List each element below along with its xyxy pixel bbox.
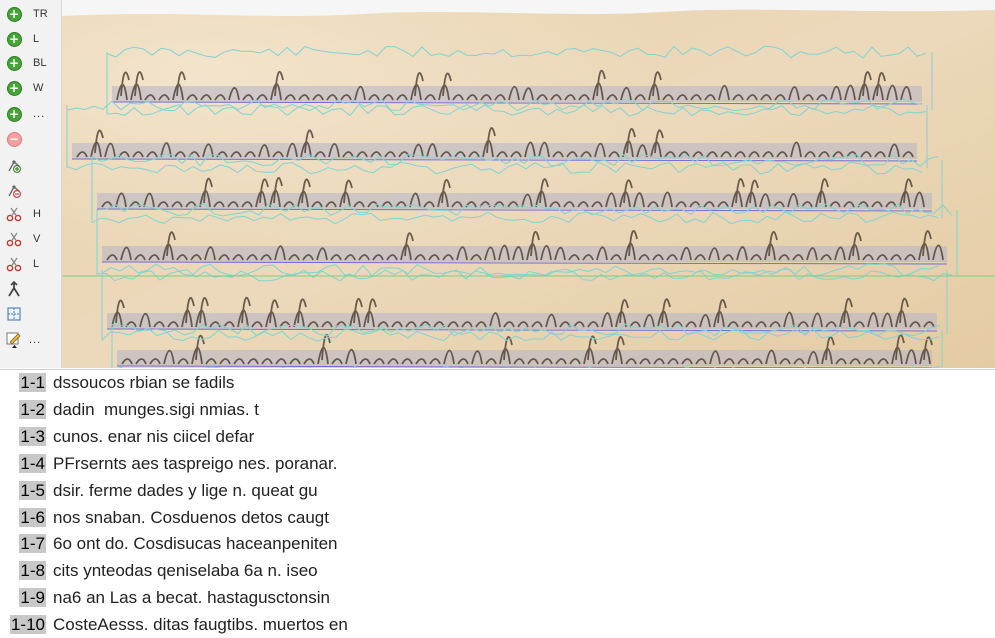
add-text-region-label: TR — [33, 8, 48, 20]
remove-icon: − — [7, 132, 22, 147]
add-icon: + — [7, 32, 22, 47]
line-number — [0, 373, 46, 393]
transcript-line[interactable] — [0, 370, 234, 396]
line-number — [0, 400, 46, 420]
remove-shape-button[interactable] — [5, 129, 23, 149]
add-line-label: L — [33, 33, 40, 45]
split-vertical-label: V — [33, 233, 41, 245]
add-baseline-label: BL — [33, 57, 47, 69]
line-number — [0, 481, 46, 501]
transcript-line[interactable] — [0, 531, 337, 557]
add-icon: + — [7, 7, 22, 22]
transcript-line[interactable] — [0, 558, 318, 584]
edit-more-label: ... — [29, 334, 42, 346]
split-vertical-button[interactable] — [5, 229, 40, 249]
line-number-label: 1-9 — [20, 588, 45, 608]
transcript-line[interactable] — [0, 451, 337, 477]
line-text[interactable]: cunos. enar nis ciicel defar — [53, 426, 255, 446]
line-number — [0, 588, 46, 608]
line-text[interactable]: cits ynteodas qeniselaba 6a n. iseo — [53, 561, 318, 581]
add-line-button[interactable] — [5, 29, 39, 49]
add-more-button[interactable] — [5, 104, 45, 124]
line-text[interactable]: dssoucos rbian se fadils — [53, 373, 235, 392]
transcript-line[interactable] — [0, 612, 348, 638]
line-number — [0, 508, 46, 528]
scissors-icon — [5, 205, 23, 223]
line-text[interactable]: 6o ont do. Cosdisucas haceanpeniten — [53, 534, 338, 554]
table-grid-icon — [5, 305, 23, 323]
line-number — [0, 561, 46, 581]
remove-point-button[interactable] — [5, 180, 23, 200]
line-number-label: 1-5 — [20, 480, 45, 500]
split-line-button[interactable] — [5, 254, 39, 274]
edit-icon — [5, 331, 23, 349]
line-text[interactable]: dsir. ferme dades y lige n. queat gu — [53, 480, 318, 500]
line-text[interactable]: dadin munges.sigi nmias. t — [53, 399, 259, 419]
merge-icon — [5, 280, 23, 298]
line-text[interactable]: CosteAesss. ditas faugtibs. muertos en — [53, 615, 348, 635]
add-word-label: W — [33, 82, 44, 94]
line-number — [0, 454, 46, 474]
transcript-line[interactable] — [0, 397, 259, 423]
line-number-label: 1-6 — [20, 507, 45, 527]
transcription-panel[interactable] — [0, 369, 995, 636]
scissors-icon — [5, 255, 23, 273]
line-number-label: 1-1 — [20, 373, 45, 392]
split-horizontal-label: H — [33, 208, 41, 220]
transcript-line[interactable] — [0, 478, 318, 504]
merge-shapes-button[interactable] — [5, 279, 23, 299]
line-number-label: 1-2 — [20, 399, 45, 419]
transcript-line[interactable] — [0, 585, 330, 611]
line-text[interactable]: na6 an Las a becat. hastagusctonsin — [53, 588, 330, 608]
line-text[interactable]: PFrsernts aes taspreigo nes. poranar. — [53, 453, 338, 473]
add-baseline-button[interactable] — [5, 53, 46, 73]
table-tool-button[interactable] — [5, 304, 23, 324]
line-text[interactable]: nos snaban. Cosduenos detos caugt — [53, 507, 329, 527]
tool-palette — [0, 0, 62, 368]
add-more-label: ... — [33, 108, 46, 120]
line-number — [0, 534, 46, 554]
remove-point-icon — [5, 181, 23, 199]
page-image-canvas[interactable] — [62, 0, 995, 368]
add-point-icon — [5, 156, 23, 174]
add-icon: + — [7, 107, 22, 122]
add-icon: + — [7, 81, 22, 96]
split-line-label: L — [33, 258, 40, 270]
line-number — [0, 427, 46, 447]
line-number — [0, 615, 46, 635]
add-text-region-button[interactable] — [5, 4, 48, 24]
transcript-line[interactable] — [0, 505, 329, 531]
line-number-label: 1-8 — [20, 561, 45, 581]
scissors-icon — [5, 230, 23, 248]
transcript-line[interactable] — [0, 424, 254, 450]
line-number-label: 1-4 — [20, 453, 45, 473]
line-number-label: 1-10 — [10, 615, 45, 635]
edit-more-button[interactable] — [5, 330, 41, 350]
line-number-label: 1-7 — [20, 534, 45, 554]
add-point-button[interactable] — [5, 155, 23, 175]
add-icon: + — [7, 56, 22, 71]
split-horizontal-button[interactable] — [5, 204, 41, 224]
add-word-button[interactable] — [5, 78, 43, 98]
line-number-label: 1-3 — [20, 426, 45, 446]
